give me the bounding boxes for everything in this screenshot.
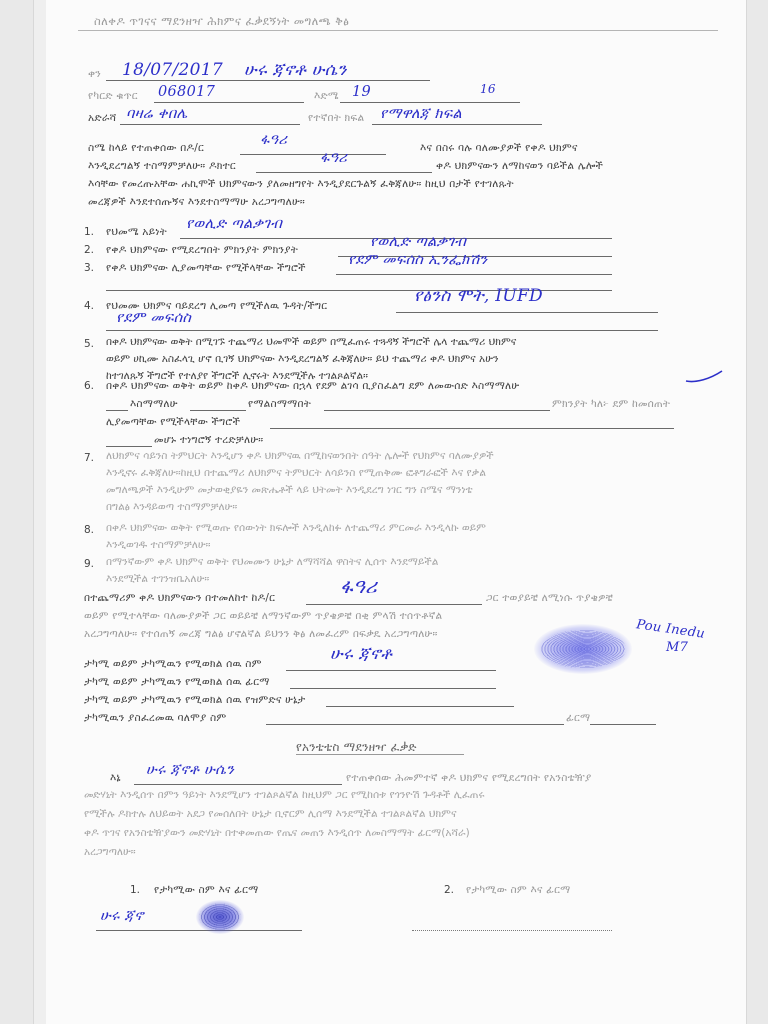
anesthesia-text xyxy=(84,786,485,862)
item-8-text xyxy=(106,520,486,554)
address-label: አድራሻ xyxy=(88,112,117,124)
item-4-label: የህመሙ ህክምና ባይደረግ ሊመጣ የሚችለዉ ጉዳት/ችግር xyxy=(106,300,328,312)
item-1-number: 1. xyxy=(84,226,95,238)
sig-row4-label: ታካሚዉን ያስፈረመዉ ባለሞያ ስም xyxy=(84,712,227,724)
item-4-number: 4. xyxy=(84,300,95,312)
thumb-note-2: M7 xyxy=(666,640,689,655)
closing-line1-b: ጋር ተወያይቼ ለሚነሱ ጥያቄዎቼ xyxy=(486,592,613,604)
item-4-line xyxy=(396,312,658,313)
item-5-line: ወይም ሀኪሙ አስፈላጊ ሆኖ ቢገኝ ህክምናው እንዲደረግልኝ ፈቅጃለሁ። ይህ ተጨማሪ ቀዶ ህክምና አሁን xyxy=(106,353,499,365)
intro-line2-doctor: ፋዓሪ xyxy=(320,150,348,166)
closing-doctor: ፋዓሪ xyxy=(340,574,378,598)
sig-row1-line xyxy=(286,670,496,671)
consent-form-page xyxy=(34,0,746,1024)
item-6-line3: ሊያመጣቸው የሚችላቸው ችግሮች xyxy=(106,416,241,428)
anesthesia-sig2-line xyxy=(412,930,612,931)
closing-line1-a: በተጨማሪም ቀዶ ህክምናውን በተመለከተ ከዶ/ር xyxy=(84,592,276,604)
item-5-number: 5. xyxy=(84,338,95,350)
item-9-number: 9. xyxy=(84,558,95,570)
intro-line4: መረጃዎች እንደተሰጡኝና እንደተስማማሁ አረጋግጣለሁ። xyxy=(88,196,306,208)
anesthesia-patient-name: ሁሩ ጃኖቶ ሁሴን xyxy=(146,762,235,778)
item-8-line: በቀዶ ህክምናው ወቅት የሚወጡ የሰውነት ክፍሎች እንዲለከፉ ለተጨማሪ ምርመራ እንዲላኩ ወይም xyxy=(106,522,486,534)
item-4-line-2 xyxy=(106,330,658,331)
sex-value: 16 xyxy=(480,82,496,96)
item-3-number: 3. xyxy=(84,262,95,274)
item-7-text xyxy=(106,448,494,516)
title-underline xyxy=(78,30,718,31)
closing-line1-blank xyxy=(306,604,482,605)
date-line xyxy=(106,80,240,81)
patient-name-value: ሁሩ ጃኖቶ ሁሴን xyxy=(244,60,347,80)
age-line xyxy=(340,102,520,103)
anesthesia-heading-underline xyxy=(296,754,464,755)
item-6-line4: መሆኑ ተነግሮኝ ተረድቻለሁ። xyxy=(154,434,264,446)
item-4-answer-2: የደም መፍሰስ xyxy=(116,310,192,326)
item-8-line: እንዲወገዱ ተስማምቻለሁ። xyxy=(106,539,211,551)
item-1-answer: የወሊድ ጣልቃገብ xyxy=(186,216,283,232)
anesthesia-sig1-label: የታካሚው ስም እና ፊርማ xyxy=(154,884,259,896)
item-3-label: የቀዶ ህክምናው ሊያመጣቸው የሚችላቸው ችግሮች xyxy=(106,262,306,274)
anesthesia-name-line xyxy=(134,784,342,785)
item-5-line: በቀዶ ህክምናው ወቅት በሚገኙ ተጨማሪ ህመሞች ወይም በሚፈጠሩ ተጓዳኝ ችግሮች ሌላ ተጨማሪ ህክምና xyxy=(106,336,517,348)
age-value: 19 xyxy=(352,84,372,100)
item-5-line: ከተገለጹኝ ችግሮች የተለያየ ችግሮች ሊኖሩት እንደሚችሉ ተገልጾልኛል። xyxy=(106,370,369,382)
item-7-line: ለህክምና ሳይንስ ትምህርት እንዲሆን ቀዶ ህክምናዉ በሚከናወንበት ሰዓት ሌሎች የህክምና ባለሙያዎች xyxy=(106,450,494,462)
item-9-line: በማንኛውም ቀዶ ህክምና ወቅት የህመሙን ሁኔታ ለማሻሻል ዋስትና ሊሰጥ እንደማይችል xyxy=(106,556,439,568)
item-5-text xyxy=(106,334,516,385)
item-6-reason: ምክንያት ካለ፦ ደም ከመሰጠት xyxy=(552,398,671,410)
sig-row3-line xyxy=(326,706,514,707)
item-3-line xyxy=(336,274,612,275)
sig-row1-label: ታካሚ ወይም ታካሚዉን የሚወክል ሰዉ ስም xyxy=(84,658,262,670)
anesthesia-sig1-number: 1. xyxy=(130,884,141,896)
card-line xyxy=(154,102,304,103)
item-2-label: የቀዶ ህክምናው የሚደረግበት ምክንያት ምክንያት xyxy=(106,244,298,256)
date-value: 18/07/2017 xyxy=(122,60,223,80)
anesthesia-intro-b: የተጠቀሰው ሕመምተኛ ቀዶ ህክምና የሚደረግበት የአንስቴዥያ xyxy=(346,772,592,784)
anesthesia-sig2-label: የታካሚው ስም እና ፊርማ xyxy=(466,884,571,896)
ward-value: የማዋለጃ ክፍል xyxy=(380,106,463,122)
name-line xyxy=(240,80,430,81)
age-label: እድሜ xyxy=(314,90,339,102)
sig-row4-line xyxy=(266,724,564,725)
intro-line1-a: ስሜ ከላይ የተጠቀሰው በዶ/ር xyxy=(88,142,205,154)
item-3-answer: የደም መፍሰስ ኢንፌክሽን xyxy=(348,252,488,268)
item-2-number: 2. xyxy=(84,244,95,256)
anesthesia-sig1-name: ሁሩ ጃኖ xyxy=(100,908,144,924)
sig-row4-sign-line xyxy=(590,724,656,725)
ward-label: የተኛበት ክፍል xyxy=(308,112,365,124)
anesthesia-line: አረጋግጣለሁ። xyxy=(84,846,136,858)
anesthesia-sig2-number: 2. xyxy=(444,884,455,896)
item-7-line: በግልፅ እንዳይወጣ ተስማምቻለሁ። xyxy=(106,501,238,513)
item-6-disagree: የማልስማማበት xyxy=(248,398,311,410)
thumbprint xyxy=(534,624,632,674)
intro-line2-a: እንዲደረግልኝ ተስማምቻለሁ። ዶክተር xyxy=(88,160,236,172)
item-4-answer: የፅንስ ሞት, IUFD xyxy=(414,286,543,306)
card-number-label: የካርድ ቁጥር xyxy=(88,90,138,102)
sig-row4-sign-label: ፊርማ xyxy=(566,712,591,724)
anesthesia-line: መድሃኒት እንዲሰጥ በምን ዓይነት እንደሚሆን ተገልጾልኛል ከዚህም ጋር የሚከሰቱ የጎንዮሽ ጉዳቶች ሊፈጠሩ xyxy=(84,789,485,801)
item-6-blank-c xyxy=(324,410,550,411)
item-1-label: የህመሜ አይነት xyxy=(106,226,167,238)
item-6-blank-d xyxy=(270,428,674,429)
address-value: ባዛሬ ቀበሌ xyxy=(126,106,188,122)
closing-line2: ወይም የሚተላቸው ባለሙያዎች ጋር ወይይቼ ለማንኛውም ጥያቄዎቼ በቂ ምላሽ ተሰጥቶኛል xyxy=(84,610,443,622)
item-6-number: 6. xyxy=(84,380,95,392)
item-8-number: 8. xyxy=(84,524,95,536)
intro-line1-b: እና በስሩ ባሉ ባለሙያዎች የቀዶ ህክምና xyxy=(420,142,578,154)
sig-row2-line xyxy=(290,688,496,689)
sig-row2-label: ታካሚ ወይም ታካሚዉን የሚወክል ሰዉ ፊርማ xyxy=(84,676,270,688)
check-mark xyxy=(684,369,724,385)
thumb-note-1: Pou Inedu xyxy=(635,617,706,642)
item-7-line: እንዲኖሩ ፈቅጃለሁ።ከዚህ በተጨማሪ ለህክምና ትምህርት ለሳይንስ የሚጠቅሙ ፎቶግራፎች እና የቃል xyxy=(106,467,487,479)
card-number-value: 068017 xyxy=(158,84,216,100)
scan-edge xyxy=(34,0,46,1024)
item-6-blank-b xyxy=(190,410,246,411)
anesthesia-sig1-line xyxy=(96,930,302,931)
item-7-number: 7. xyxy=(84,452,95,464)
thumbprint-2 xyxy=(196,900,244,934)
item-6-blank-e xyxy=(106,446,152,447)
item-6-blank-a xyxy=(106,410,128,411)
sig-row3-label: ታካሚ ወይም ታካሚዉን የሚወክል ሰዉ የዝምድና ሁኔታ xyxy=(84,694,306,706)
intro-line2-blank xyxy=(256,172,432,173)
item-9-line: እንደሚችል ተገንዝቤአለሁ። xyxy=(106,573,210,585)
intro-line3: እሳቸው የመረጡአቸው ሐኪሞች ህክምናውን ያለመዘግየት እንዲያደርጉልኝ ፈቅጃለሁ። ከዚህ በታች የተገለጹት xyxy=(88,178,514,190)
item-7-line: መግለጫዎች እንዲሁም መታወቂያዬን መጽሔቶች ላይ ህትመት እንዲደረግ ነገር ግን ስሜና ማንነቴ xyxy=(106,484,473,496)
intro-line1-doctor: ፋዓሪ xyxy=(260,132,288,148)
anesthesia-line: ቀዶ ጥገና የአንስቴዥያውን መድሃኒት በተቀመጠው የጤና መጠን እንዲሰጥ ለመስማማት ፊርማ(አሻራ) xyxy=(84,827,470,839)
sig-row1-value: ሁሩ ጃኖቶ xyxy=(330,644,393,664)
ward-line xyxy=(372,124,542,125)
address-line xyxy=(120,124,300,125)
anesthesia-intro-a: እኔ xyxy=(110,772,121,784)
date-label: ቀን xyxy=(88,68,101,80)
closing-line3: አረጋግጣለሁ። የተሰጠኝ መረጃ ግልፅ ሆኖልኛል ይህንን ቅፅ ለመፈረም በፍቃዴ አረጋግጣለሁ። xyxy=(84,628,438,640)
form-title: ስለቀዶ ጥገናና ማደንዘዣ ሕክምና ፈቃደኝነት መግለጫ ቅፅ xyxy=(94,14,350,28)
item-6-agree: እስማማለሁ xyxy=(130,398,178,410)
item-2-answer: የወሊድ ጣልቃገብ xyxy=(370,234,467,250)
intro-line1-blank xyxy=(240,154,386,155)
anesthesia-line: የሚችሉ ዶክተሉ ለህይወት አደጋ የመሰለበት ሁኔታ ቢኖርም ሊሰማ እንደሚችል ተገልጾልኛል ህክምና xyxy=(84,808,457,820)
intro-line2-b: ቀዶ ህክምናውን ለማከናወን ባይችል ሌሎች xyxy=(436,160,604,172)
item-6-line1: በቀዶ ህክምናው ወቅት ወይም ከቀዶ ህክምናው በኋላ የደም ልገሳ ቢያስፈልግ ደም ለመውሰድ እስማማለሁ xyxy=(106,380,520,392)
item-9-text xyxy=(106,554,438,588)
anesthesia-heading: የአንቴቴስ ማደንዘዣ ፈቃድ xyxy=(296,740,417,754)
